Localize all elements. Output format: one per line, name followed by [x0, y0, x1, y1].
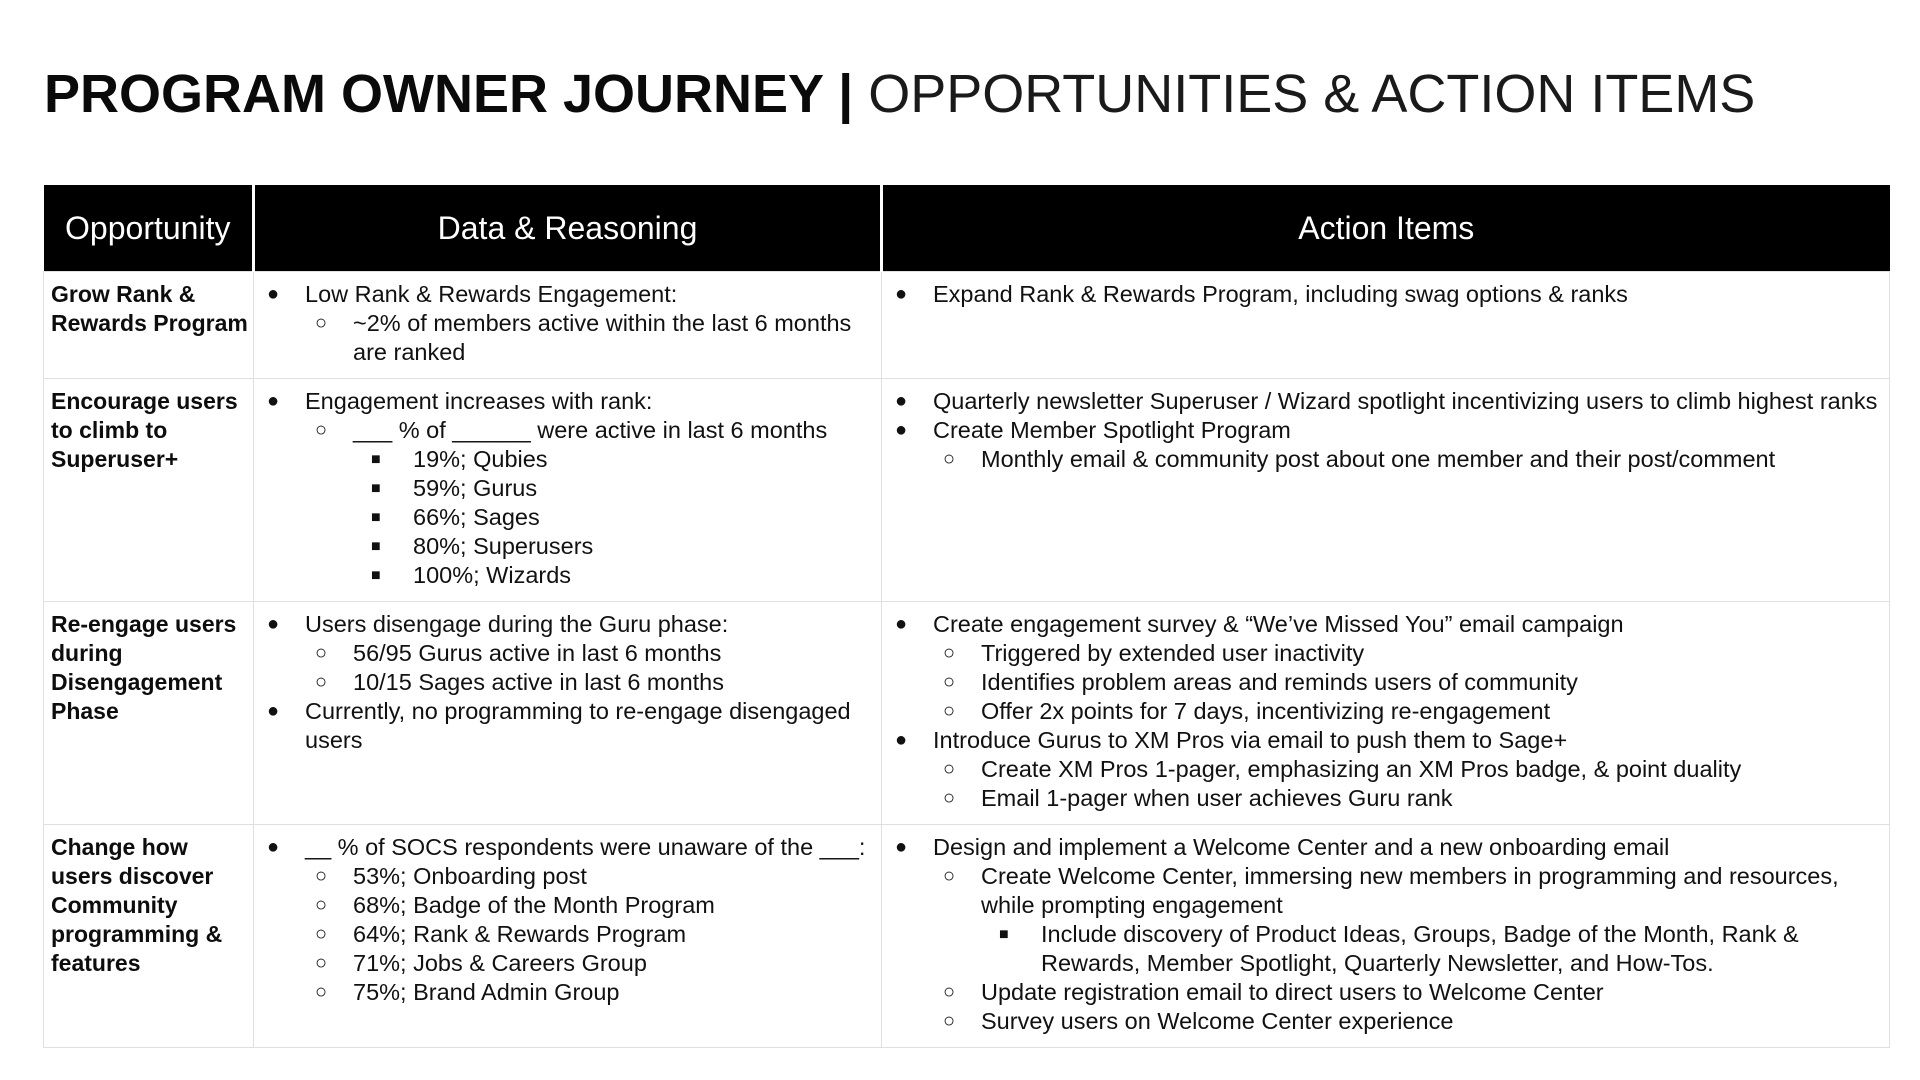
circle-bullet-icon: ○ — [943, 448, 956, 470]
list-item — [261, 280, 875, 367]
circle-bullet-icon: ○ — [943, 671, 956, 693]
data-cell — [254, 602, 882, 825]
square-bullet-icon: ■ — [371, 567, 381, 584]
list-item — [261, 697, 875, 755]
bullet-icon: ● — [895, 283, 908, 305]
list-item — [933, 1007, 1883, 1036]
bullet-icon: ● — [895, 836, 908, 858]
list-item-text: 53%; Onboarding post — [353, 863, 587, 889]
bullet-list — [889, 280, 1883, 309]
list-item-text: Email 1-pager when user achieves Guru rank — [981, 785, 1453, 811]
list-item — [889, 280, 1883, 309]
list-item-text: Triggered by extended user inactivity — [981, 640, 1365, 666]
circle-bullet-icon: ○ — [315, 419, 328, 441]
bullet-icon: ● — [267, 390, 280, 412]
circle-bullet-icon: ○ — [315, 894, 328, 916]
list-item — [305, 416, 875, 590]
list-item-text: Currently, no programming to re-engage disengaged users — [305, 698, 851, 753]
list-item — [933, 445, 1883, 474]
bullet-icon: ● — [267, 283, 280, 305]
sub-bullet-list — [933, 445, 1883, 474]
list-item — [889, 726, 1883, 813]
list-item-text: 10/15 Sages active in last 6 months — [353, 669, 724, 695]
square-bullet-icon: ■ — [371, 480, 381, 497]
list-item-text: Include discovery of Product Ideas, Groups, Badge of the Month, Rank & Rewards, Member Spotlight, Quarterly Newsletter, and How-Tos. — [1041, 921, 1799, 976]
table-row — [44, 825, 1890, 1048]
circle-bullet-icon: ○ — [943, 1010, 956, 1032]
bullet-icon: ● — [895, 390, 908, 412]
actions-cell — [882, 272, 1890, 379]
list-item-text: 66%; Sages — [413, 504, 540, 530]
opportunities-table — [43, 185, 1890, 1048]
list-item-text: Design and implement a Welcome Center and a new onboarding email — [933, 834, 1670, 860]
list-item — [889, 610, 1883, 726]
header-action-items: Action Items — [882, 185, 1890, 272]
bullet-icon: ● — [267, 700, 280, 722]
list-item — [305, 891, 875, 920]
sub-bullet-list — [933, 755, 1883, 813]
bullet-list — [889, 833, 1883, 1036]
list-item — [305, 309, 875, 367]
list-item — [933, 978, 1883, 1007]
list-item-text: 59%; Gurus — [413, 475, 538, 501]
circle-bullet-icon: ○ — [943, 758, 956, 780]
actions-cell — [882, 602, 1890, 825]
list-item-text: Users disengage during the Guru phase: — [305, 611, 729, 637]
list-item — [933, 755, 1883, 784]
header-opportunity: Opportunity — [44, 185, 254, 272]
list-item-text: 64%; Rank & Rewards Program — [353, 921, 687, 947]
bullet-list — [261, 833, 875, 1007]
list-item — [353, 561, 875, 590]
list-item — [933, 668, 1883, 697]
list-item — [933, 697, 1883, 726]
bullet-list — [889, 387, 1883, 474]
list-item — [305, 949, 875, 978]
bullet-list — [261, 280, 875, 367]
list-item-text: Offer 2x points for 7 days, incentivizing re-engagement — [981, 698, 1551, 724]
list-item-text: ~2% of members active within the last 6 months are ranked — [353, 310, 852, 365]
list-item-text: ___ % of ______ were active in last 6 months — [353, 417, 828, 443]
bullet-list — [261, 387, 875, 590]
list-item-text: Low Rank & Rewards Engagement: — [305, 281, 678, 307]
list-item-text: 75%; Brand Admin Group — [353, 979, 620, 1005]
list-item-text: Engagement increases with rank: — [305, 388, 653, 414]
circle-bullet-icon: ○ — [943, 787, 956, 809]
title-bold: PROGRAM OWNER JOURNEY | — [44, 64, 854, 124]
circle-bullet-icon: ○ — [943, 981, 956, 1003]
circle-bullet-icon: ○ — [315, 952, 328, 974]
bullet-icon: ● — [267, 836, 280, 858]
list-item — [305, 668, 875, 697]
bullet-icon: ● — [267, 613, 280, 635]
list-item — [261, 610, 875, 697]
circle-bullet-icon: ○ — [315, 642, 328, 664]
list-item-text: Expand Rank & Rewards Program, including swag options & ranks — [933, 281, 1628, 307]
list-item-text: Create Welcome Center, immersing new members in programming and resources, while prompting engagement — [981, 863, 1839, 918]
bullet-list — [889, 610, 1883, 813]
list-item-text: __ % of SOCS respondents were unaware of the ___: — [305, 834, 866, 860]
list-item — [353, 532, 875, 561]
list-item-text: 80%; Superusers — [413, 533, 594, 559]
list-item — [889, 833, 1883, 1036]
opportunity-cell: Change how users discover Community programming & features — [44, 825, 254, 1048]
table-header-row — [44, 185, 1890, 272]
sub-bullet-list — [933, 639, 1883, 726]
list-item-text: Introduce Gurus to XM Pros via email to push them to Sage+ — [933, 727, 1568, 753]
sub-bullet-list — [305, 416, 875, 590]
sub-bullet-list — [305, 862, 875, 1007]
actions-cell — [882, 379, 1890, 602]
list-item-text: Update registration email to direct users to Welcome Center — [981, 979, 1604, 1005]
bullet-icon: ● — [895, 613, 908, 635]
list-item-text: 71%; Jobs & Careers Group — [353, 950, 647, 976]
list-item-text: Quarterly newsletter Superuser / Wizard spotlight incentivizing users to climb highest ranks — [933, 388, 1878, 414]
list-item — [353, 474, 875, 503]
circle-bullet-icon: ○ — [315, 312, 328, 334]
circle-bullet-icon: ○ — [315, 923, 328, 945]
list-item — [889, 387, 1883, 416]
data-cell — [254, 379, 882, 602]
header-data-reasoning: Data & Reasoning — [254, 185, 882, 272]
circle-bullet-icon: ○ — [943, 865, 956, 887]
sub-sub-bullet-list — [981, 920, 1883, 978]
list-item — [305, 978, 875, 1007]
square-bullet-icon: ■ — [371, 538, 381, 555]
square-bullet-icon: ■ — [999, 926, 1009, 943]
bullet-icon: ● — [895, 419, 908, 441]
circle-bullet-icon: ○ — [315, 981, 328, 1003]
title-light: OPPORTUNITIES & ACTION ITEMS — [868, 64, 1756, 124]
table-row — [44, 272, 1890, 379]
list-item-text: Create Member Spotlight Program — [933, 417, 1291, 443]
list-item — [933, 639, 1883, 668]
list-item-text: 100%; Wizards — [413, 562, 572, 588]
list-item-text: Create XM Pros 1-pager, emphasizing an XM Pros badge, & point duality — [981, 756, 1742, 782]
sub-bullet-list — [305, 639, 875, 697]
list-item-text: 19%; Qubies — [413, 446, 548, 472]
data-cell — [254, 272, 882, 379]
opportunity-cell: Grow Rank & Rewards Program — [44, 272, 254, 379]
list-item — [353, 503, 875, 532]
list-item — [305, 639, 875, 668]
opportunity-cell: Encourage users to climb to Superuser+ — [44, 379, 254, 602]
list-item-text: Survey users on Welcome Center experience — [981, 1008, 1454, 1034]
table-row — [44, 379, 1890, 602]
list-item — [261, 833, 875, 1007]
list-item — [305, 862, 875, 891]
circle-bullet-icon: ○ — [943, 700, 956, 722]
list-item — [933, 784, 1883, 813]
list-item — [305, 920, 875, 949]
table-row — [44, 602, 1890, 825]
page-title — [44, 62, 1755, 126]
list-item — [261, 387, 875, 590]
opportunity-cell: Re-engage users during Disengagement Phase — [44, 602, 254, 825]
list-item-text: Create engagement survey & “We’ve Missed You” email campaign — [933, 611, 1624, 637]
list-item-text: 68%; Badge of the Month Program — [353, 892, 715, 918]
sub-bullet-list — [305, 309, 875, 367]
list-item-text: 56/95 Gurus active in last 6 months — [353, 640, 722, 666]
circle-bullet-icon: ○ — [943, 642, 956, 664]
list-item — [353, 445, 875, 474]
actions-cell — [882, 825, 1890, 1048]
sub-bullet-list — [933, 862, 1883, 1036]
list-item-text: Monthly email & community post about one member and their post/comment — [981, 446, 1776, 472]
data-cell — [254, 825, 882, 1048]
circle-bullet-icon: ○ — [315, 671, 328, 693]
square-bullet-icon: ■ — [371, 509, 381, 526]
circle-bullet-icon: ○ — [315, 865, 328, 887]
list-item-text: Identifies problem areas and reminds users of community — [981, 669, 1578, 695]
bullet-icon: ● — [895, 729, 908, 751]
list-item — [889, 416, 1883, 474]
square-bullet-icon: ■ — [371, 451, 381, 468]
bullet-list — [261, 610, 875, 755]
list-item — [981, 920, 1883, 978]
sub-sub-bullet-list — [353, 445, 875, 590]
list-item — [933, 862, 1883, 978]
